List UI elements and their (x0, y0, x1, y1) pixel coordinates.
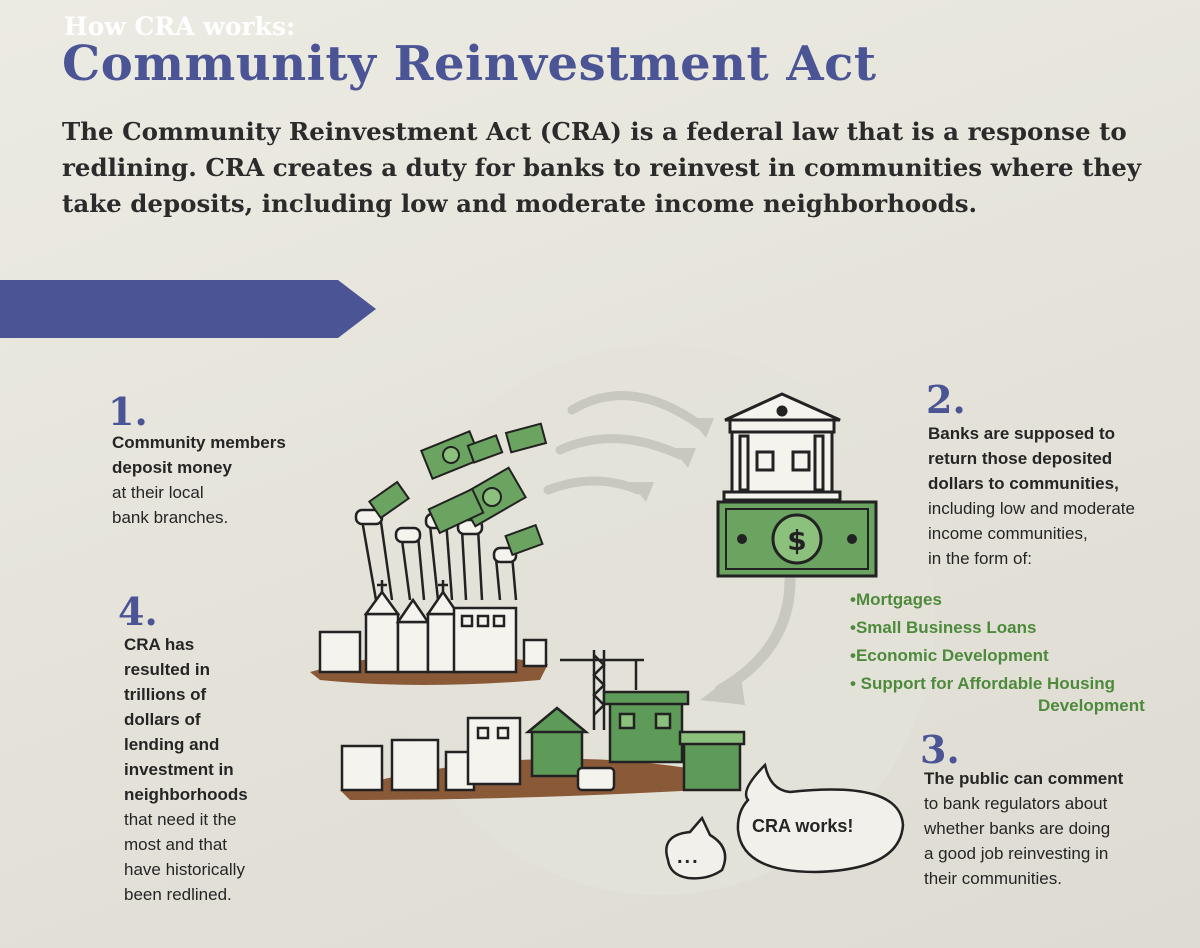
loan-form-item: •Small Business Loans (850, 618, 1037, 637)
step-4-line: that need it the (124, 810, 237, 829)
step-4-bold-line: lending and (124, 735, 220, 754)
step-3-number: 3. (920, 727, 960, 772)
step-2-line: including low and moderate (928, 499, 1135, 518)
step-1-line: at their local (112, 483, 204, 502)
loan-form-item: •Mortgages (850, 590, 942, 609)
step-2-number: 2. (926, 377, 966, 422)
step-4-bold-line: resulted in (124, 660, 210, 679)
loan-form-item: • Support for Affordable Housing (850, 674, 1116, 693)
step-4-bold-line: dollars of (124, 710, 201, 729)
step-2-bold-line: return those deposited (928, 449, 1113, 468)
step-2-text (928, 421, 1198, 571)
step-4-bold-line: investment in (124, 760, 234, 779)
loan-form-item: Development (1038, 696, 1145, 715)
step-1-bold-line: deposit money (112, 458, 232, 477)
step-3-line: whether banks are doing (924, 819, 1111, 838)
step-4-bold-line: neighborhoods (124, 785, 248, 804)
step-1-line: bank branches. (112, 508, 229, 527)
step-3-bold-line: The public can comment (924, 769, 1124, 788)
intro-paragraph: The Community Reinvestment Act (CRA) is a federal law that is a response to redlining. CRA creates a duty for banks to reinvest in communities where they take deposits, including low and moderate income neighborhoods. (62, 117, 1142, 218)
step-2-bold-line: dollars to communities, (928, 474, 1119, 493)
ellipsis-bubble-text: ... (677, 846, 700, 868)
svg-text:$: $ (787, 524, 807, 557)
step-2-bold-line: Banks are supposed to (928, 424, 1116, 443)
step-4-line: have historically (124, 860, 245, 879)
step-1-bold-line: Community members (112, 433, 286, 452)
step-3-line: a good job reinvesting in (924, 844, 1109, 863)
step-3-line: their communities. (924, 869, 1062, 888)
step-3-line: to bank regulators about (924, 794, 1108, 813)
step-3-text (924, 766, 1194, 891)
cra-works-bubble-text: CRA works! (752, 816, 854, 836)
step-1-text (112, 430, 286, 530)
step-4-text (124, 632, 248, 907)
step-1-number: 1. (108, 389, 148, 434)
step-4-bold-line: CRA has (124, 635, 195, 654)
step-2-line: in the form of: (928, 549, 1032, 568)
how-it-works-banner (0, 280, 376, 338)
step-4-line: been redlined. (124, 885, 232, 904)
step-4-bold-line: trillions of (124, 685, 207, 704)
banner-label: How CRA works: (64, 12, 296, 41)
loan-form-item: •Economic Development (850, 646, 1049, 665)
step-4-line: most and that (124, 835, 228, 854)
step-4-number: 4. (118, 589, 158, 634)
step-2-line: income communities, (928, 524, 1088, 543)
loan-forms-list (850, 586, 1170, 717)
page-title: Community Reinvestment Act (62, 36, 877, 92)
dollar-bill-icon (718, 502, 876, 576)
